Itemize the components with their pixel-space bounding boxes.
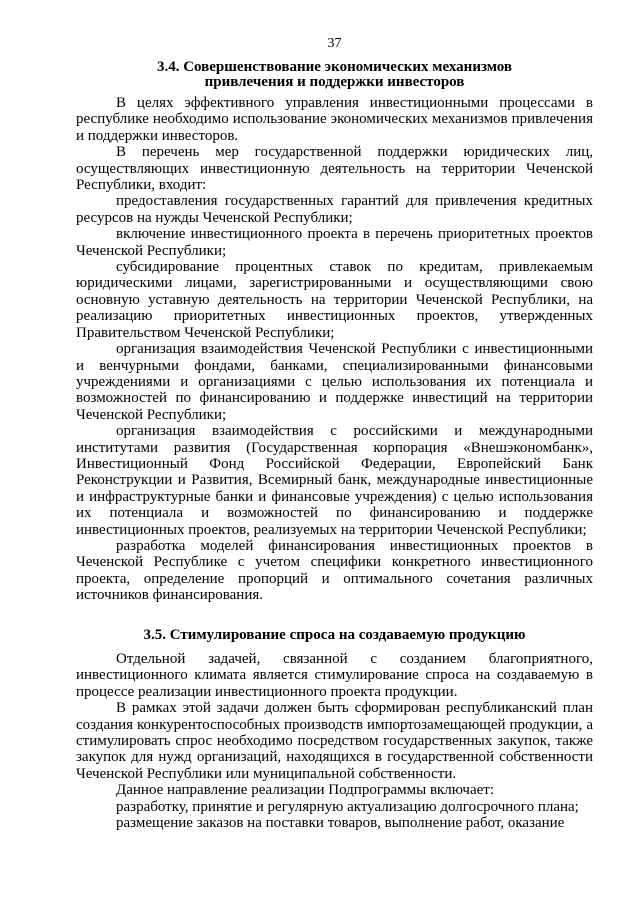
section-title-3-4 <box>76 60 593 90</box>
paragraph: В целях эффективного управления инвестиционными процессами в республике необходимо использование экономических механизмов привлечения и поддержки инвесторов. <box>76 95 593 144</box>
list-item: предоставления государственных гарантий для привлечения кредитных ресурсов на нужды Чеченской Республики; <box>76 193 593 226</box>
list-item: включение инвестиционного проекта в перечень приоритетных проектов Чеченской Республики; <box>76 226 593 259</box>
paragraph: Данное направление реализации Подпрограммы включает: <box>116 782 495 799</box>
section-body-3-5 <box>76 651 593 831</box>
section-title-3-5 <box>76 628 593 643</box>
list-item: размещение заказов на поставки товаров, выполнение работ, оказание <box>116 815 565 832</box>
section-title-line: 3.5. Стимулирование спроса на создаваемую продукцию <box>143 627 526 643</box>
list-item: разработка моделей финансирования инвестиционных проектов в Чеченской Республике с учетом специфики конкретного инвестиционного проекта, определение пропорций и оптимального сочетания различных источников финансирования. <box>76 537 593 604</box>
section-body-3-4 <box>76 95 593 604</box>
list-item: организация взаимодействия Чеченской Республики с инвестиционными и венчурными фондами, банками, специализированными финансовыми учреждениями и организациями с целью использования их потенциала и возможностей по финансированию и поддержке инвестиций на территории Чеченской Республики; <box>76 341 593 423</box>
page-number: 37 <box>327 36 342 51</box>
list-item: разработку, принятие и регулярную актуализацию долгосрочного плана; <box>116 798 579 815</box>
paragraph: Отдельной задачей, связанной с созданием благоприятного, инвестиционного климата является стимулирование спроса на создаваемую в процессе реализации инвестиционного проекта продукции. <box>76 651 593 700</box>
section-title-line: привлечения и поддержки инвесторов <box>204 74 465 90</box>
list-item: организация взаимодействия с российскими и международными институтами развития (Государственная корпорация «Внешэкономбанк», Инвестиционный Фонд Российской Федерации, Европейский Банк Реконструкции и Развития, Всемирный банк, международные инвестиционные и инфраструктурные банки и финансовые учреждения) с целью использования их потенциала и возможностей по финансированию и поддержке инвестиционных проектов, реализуемых на территории Чеченской Республики; <box>76 423 593 538</box>
list-item: субсидирование процентных ставок по кредитам, привлекаемым юридическими лицами, зарегистрированными и осуществляющими свою основную уставную деятельность на территории Чеченской Республики, на реализацию приоритетных инвестиционных проектов, утвержденных Правительством Чеченской Республики; <box>76 259 593 341</box>
paragraph: В рамках этой задачи должен быть сформирован республиканский план создания конкурентоспособных производств импортозамещающей продукции, а стимулировать спрос необходимо посредством государственных закупок, также закупок для нужд организаций, находящихся в государственной собственности Чеченской Республики или муниципальной собственности. <box>76 700 593 782</box>
section-title-line: 3.4. Совершенствование экономических механизмов <box>156 59 513 75</box>
paragraph: В перечень мер государственной поддержки юридических лиц, осуществляющих инвестиционную деятельность на территории Чеченской Республики, входит: <box>76 144 593 194</box>
